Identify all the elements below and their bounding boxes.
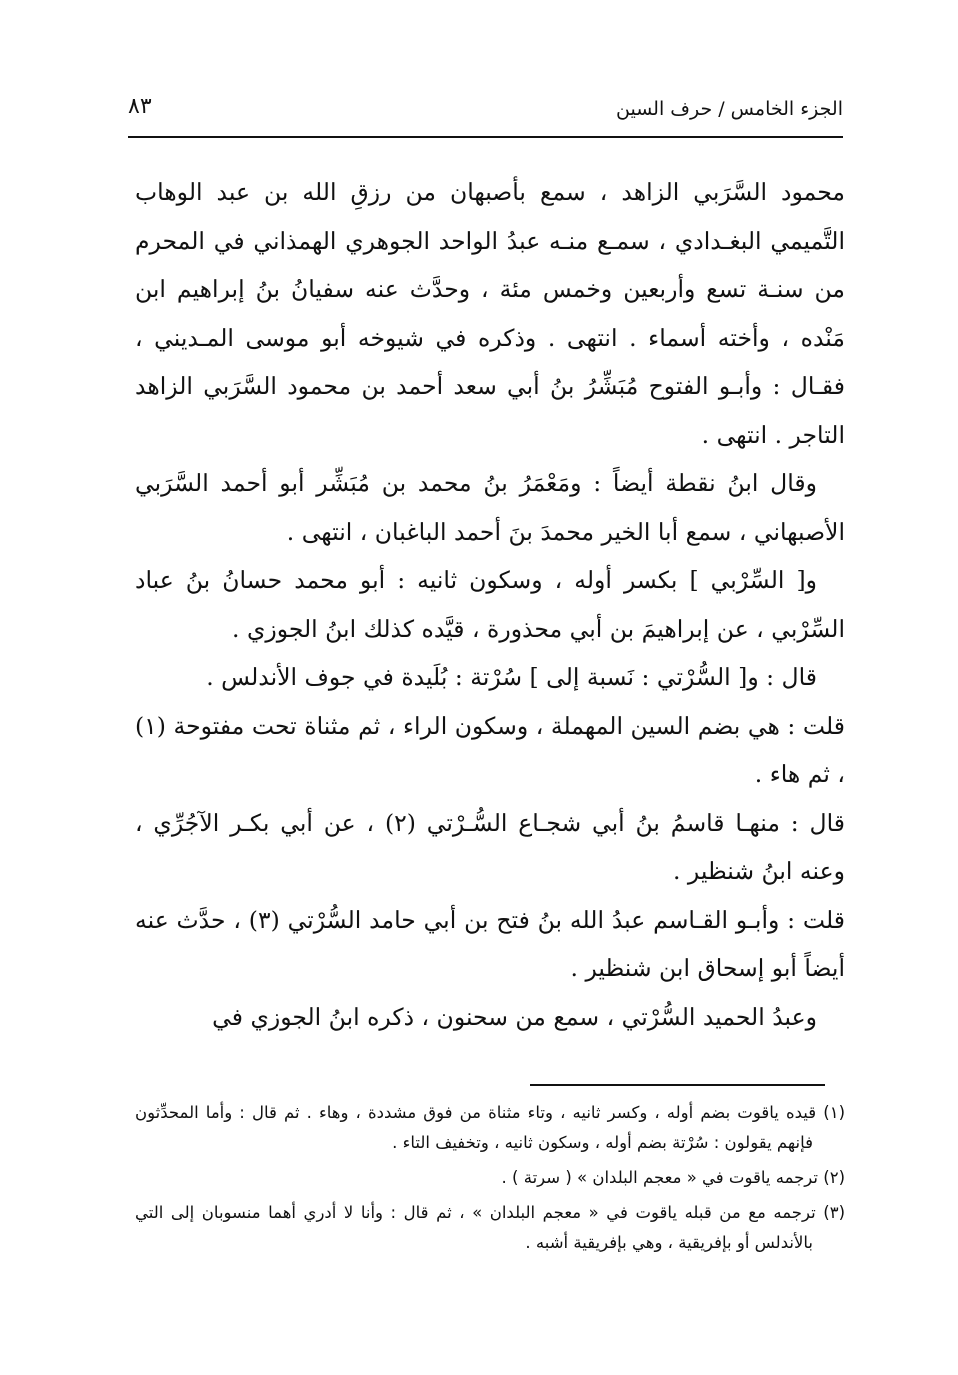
footnote-3: (٣) ترجمه مع من قبله ياقوت في « معجم البلدان » ، ثم قال : وأنا لا أدري أهما منسوبان إلى التي بالأندلس أو بإفريقية ، وهي بإفريقية أشبه . xyxy=(135,1203,845,1252)
paragraph-4: قال : و[ السُّرْتي : نَسبة إلى ] سُرْتة : بُلَيدة في جوف الأندلس . xyxy=(206,663,817,691)
page-number: ٨٣ xyxy=(128,94,152,119)
footnote-1: (١) قيده ياقوت بضم أوله ، وكسر ثانيه ، وتاء مثناة من فوق مشددة ، وهاء . ثم قال : وأما المحدِّثون فإنهم يقولون : سُرْتة بضم أوله ، وسكون ثانيه ، وتخفيف التاء . xyxy=(135,1103,845,1152)
paragraph-6: قال : منهـا قاسمُ بنُ أبي شجـاع السُّـرْتي (٢) ، عن أبي بكـر الآجُرِّي ، وعنه ابنُ شنظير . xyxy=(135,808,845,885)
paragraph-2: وقال ابنُ نقطة أيضاً : ومَعْمَرُ بنُ محمد بن مُبَشِّر أبو أحمد السَّرَبي الأصبهاني ، سمع أبا الخير محمدَ بنَ أحمد الباغبان ، انتهى . xyxy=(135,469,845,546)
paragraph-7: قلت : وأبـو القـاسم عبدُ الله بنُ فتح بن أبي حامد السُّرْتي (٣) ، حدَّث عنه أيضاً أبو إسحاق ابن شنظير . xyxy=(135,905,845,982)
header-divider xyxy=(128,136,843,138)
page-header xyxy=(128,92,843,132)
footnotes xyxy=(135,1098,845,1263)
main-text xyxy=(135,168,845,1041)
footnote-2: (٢) ترجمه ياقوت في « معجم البلدان » ( سرتة ) . xyxy=(501,1168,845,1187)
paragraph-3: و[ السِّرْبي ] بكسر أوله ، وسكون ثانيه : أبو محمد حسانُ بنُ عباد السِّرْبي ، عن إبراهيمَ بن أبي محذورة ، قيَّده كذلك ابنُ الجوزي . xyxy=(135,566,845,643)
paragraph-1: محمود السَّرَبي الزاهد ، سمع بأصبهان من رزقِ الله بن عبد الوهاب التَّميمي البغـدادي ، سمـع منـه عبدُ الواحد الجوهري الهمذاني في المحرم من سنـة تسع وأربعين وخمس مئة ، وحدَّث عنه سفيانُ بنُ إبراهيم ابن مَنْده ، وأخته أسماء . انتهى . وذكره في شيوخه أبو موسى المـديني ، فقـال : وأبـو الفتوح مُبَشِّرُ بنُ أبي سعد أحمد بن محمود السَّرَبي الزاهد التاجر . انتهى . xyxy=(135,178,845,449)
footnote-divider xyxy=(530,1084,825,1086)
paragraph-5: قلت : هي بضم السين المهملة ، وسكون الراء ، ثم مثناة تحت مفتوحة (١) ، ثم هاء . xyxy=(135,711,845,788)
running-head: الجزء الخامس / حرف السين xyxy=(616,98,843,120)
paragraph-8: وعبدُ الحميد السُّرْتي ، سمع من سحنون ، ذكره ابنُ الجوزي في xyxy=(212,1002,817,1031)
